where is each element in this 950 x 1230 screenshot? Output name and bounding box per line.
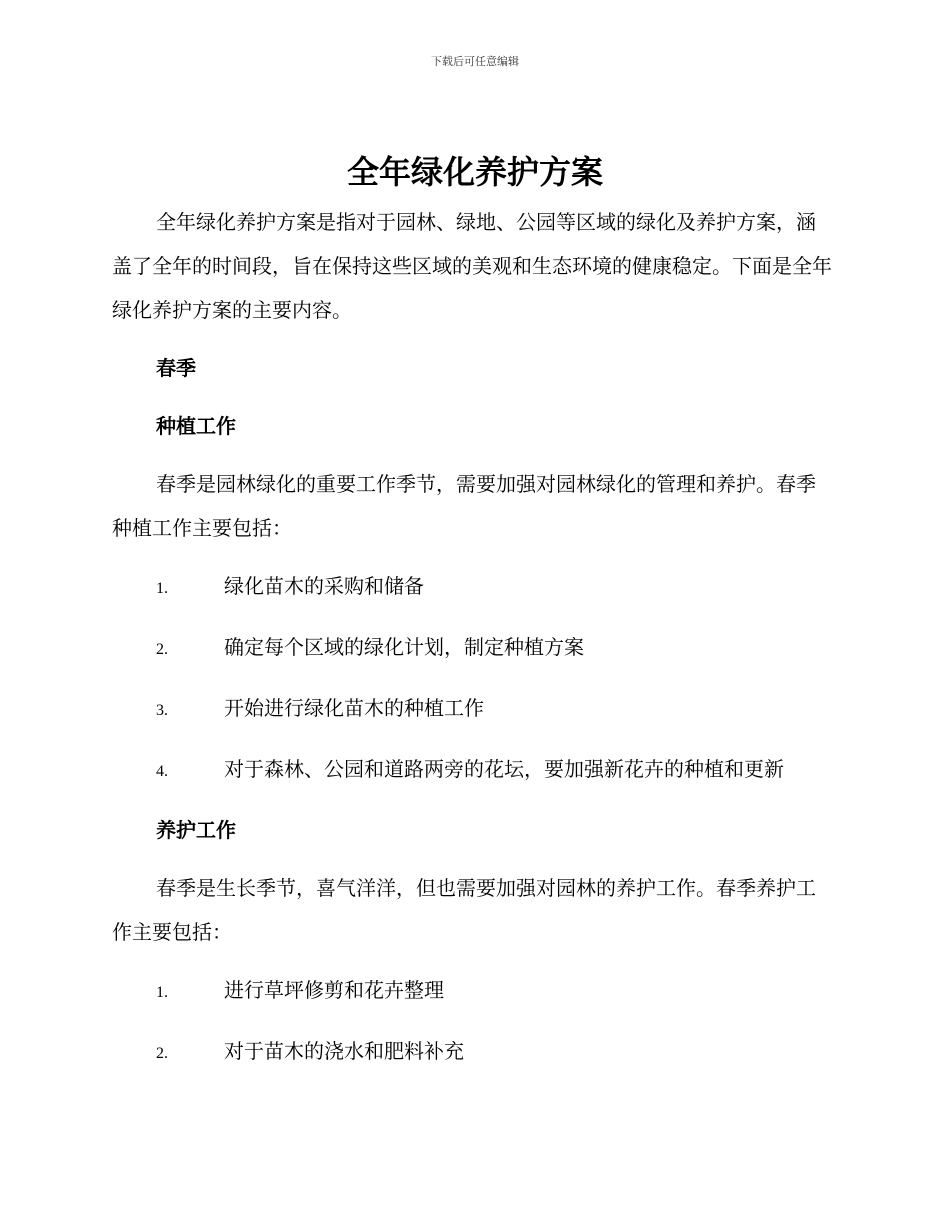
maintenance-list	[112, 968, 834, 1076]
intro-paragraph: 全年绿化养护方案是指对于园林、绿地、公园等区域的绿化及养护方案，涵盖了全年的时间段，旨在保持这些区域的美观和生态环境的健康稳定。下面是全年绿化养护方案的主要内容。	[112, 210, 832, 322]
list-number: 2.	[156, 1045, 168, 1062]
document-title: 全年绿化养护方案	[346, 153, 603, 191]
list-text: 对于苗木的浇水和肥料补充	[224, 1039, 464, 1063]
list-text: 进行草坪修剪和花卉整理	[224, 978, 444, 1002]
planting-heading: 种植工作	[156, 414, 236, 438]
list-number: 1.	[156, 984, 168, 1001]
maintenance-heading: 养护工作	[156, 818, 236, 842]
season-heading: 春季	[156, 356, 196, 380]
list-text: 对于森林、公园和道路两旁的花坛，要加强新花卉的种植和更新	[224, 757, 784, 781]
list-number: 2.	[156, 641, 168, 658]
list-text: 开始进行绿化苗木的种植工作	[224, 696, 484, 720]
document-body	[112, 200, 834, 1076]
planting-list	[112, 564, 834, 794]
list-item	[112, 1029, 834, 1076]
header-note: 下载后可任意编辑	[431, 55, 519, 68]
list-item	[112, 747, 834, 794]
list-number: 4.	[156, 763, 168, 780]
list-text: 确定每个区域的绿化计划，制定种植方案	[224, 635, 584, 659]
list-item	[112, 564, 834, 611]
planting-intro-paragraph: 春季是园林绿化的重要工作季节，需要加强对园林绿化的管理和养护。春季种植工作主要包括：	[112, 472, 816, 540]
list-text: 绿化苗木的采购和储备	[224, 574, 424, 598]
list-number: 3.	[156, 702, 168, 719]
list-item	[112, 968, 834, 1015]
list-item	[112, 625, 834, 672]
maintenance-intro-paragraph: 春季是生长季节，喜气洋洋，但也需要加强对园林的养护工作。春季养护工作主要包括：	[112, 876, 816, 944]
list-item	[112, 686, 834, 733]
list-number: 1.	[156, 580, 168, 597]
